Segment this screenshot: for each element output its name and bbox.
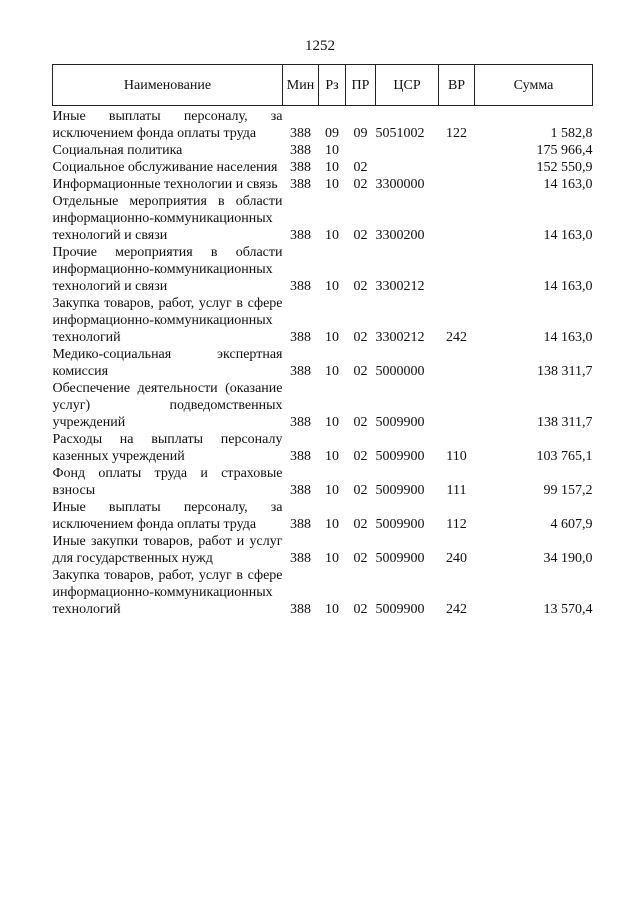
cell-min: 388 <box>290 126 311 141</box>
cell-name: Обеспечение деятельности (оказание услуг) подведомственных учреждений <box>52 381 283 430</box>
table-header-row <box>53 65 593 106</box>
cell-vr: 240 <box>446 551 467 566</box>
cell-sum: 99 157,2 <box>543 483 593 498</box>
cell-sum: 175 966,4 <box>536 143 593 158</box>
cell-vr: 112 <box>446 517 467 532</box>
table-row <box>53 499 593 533</box>
cell-pr: 02 <box>353 483 368 498</box>
cell-csr: 5051002 <box>375 126 425 141</box>
cell-min: 388 <box>290 551 311 566</box>
cell-pr: 02 <box>353 602 368 617</box>
cell-rz: 10 <box>325 228 339 243</box>
table-row <box>53 295 593 346</box>
cell-pr: 02 <box>353 517 368 532</box>
header-name: Наименование <box>53 65 283 106</box>
cell-vr <box>439 142 475 159</box>
table-row <box>53 176 593 193</box>
cell-name: Фонд оплаты труда и страховые взносы <box>52 466 283 498</box>
cell-min: 388 <box>290 228 311 243</box>
cell-rz: 10 <box>325 330 339 345</box>
header-pr: ПР <box>346 65 376 106</box>
cell-sum: 34 190,0 <box>543 551 593 566</box>
cell-rz: 10 <box>325 483 339 498</box>
cell-rz: 10 <box>325 449 339 464</box>
cell-sum: 138 311,7 <box>537 364 593 379</box>
cell-vr <box>439 380 475 431</box>
cell-name: Иные выплаты персоналу, за исключением фонда оплаты труда <box>52 500 283 532</box>
cell-vr: 242 <box>446 330 467 345</box>
cell-sum: 14 163,0 <box>543 279 593 294</box>
table-row <box>53 244 593 295</box>
header-csr: ЦСР <box>376 65 439 106</box>
header-min: Мин <box>283 65 319 106</box>
table-row <box>53 533 593 567</box>
cell-name: Иные выплаты персоналу, за исключением фонда оплаты труда <box>52 109 283 141</box>
cell-rz: 10 <box>325 551 339 566</box>
cell-sum: 103 765,1 <box>536 449 593 464</box>
cell-vr: 242 <box>446 602 467 617</box>
cell-sum: 14 163,0 <box>543 228 593 243</box>
cell-sum: 13 570,4 <box>543 602 593 617</box>
cell-pr: 02 <box>353 160 368 175</box>
cell-min: 388 <box>290 279 311 294</box>
cell-csr: 5009900 <box>375 602 425 617</box>
cell-name: Расходы на выплаты персоналу казенных учреждений <box>52 432 283 464</box>
table-row <box>53 465 593 499</box>
cell-csr: 5009900 <box>375 551 425 566</box>
cell-name: Социальная политика <box>52 143 183 158</box>
cell-vr <box>439 346 475 380</box>
cell-rz: 10 <box>325 415 339 430</box>
cell-rz: 09 <box>325 126 339 141</box>
cell-pr: 02 <box>353 364 368 379</box>
cell-vr: 111 <box>446 483 467 498</box>
cell-min: 388 <box>290 483 311 498</box>
cell-csr: 3300000 <box>375 177 425 192</box>
cell-sum: 14 163,0 <box>543 177 593 192</box>
cell-rz: 10 <box>325 602 339 617</box>
cell-vr <box>439 176 475 193</box>
cell-pr: 02 <box>353 551 368 566</box>
cell-min: 388 <box>290 449 311 464</box>
cell-vr: 122 <box>446 126 467 141</box>
cell-min: 388 <box>290 517 311 532</box>
cell-rz: 10 <box>325 279 339 294</box>
cell-pr: 02 <box>353 228 368 243</box>
cell-csr: 5009900 <box>375 415 425 430</box>
cell-csr <box>376 159 439 176</box>
page-number: 1252 <box>305 38 335 54</box>
cell-sum: 4 607,9 <box>550 517 593 532</box>
header-vr: ВР <box>439 65 475 106</box>
cell-name: Прочие мероприятия в области информационно-коммуникационных технологий и связи <box>52 245 283 294</box>
header-rz: Рз <box>319 65 346 106</box>
cell-name: Закупка товаров, работ, услуг в сфере информационно-коммуникационных технологий <box>52 568 283 617</box>
cell-vr <box>439 159 475 176</box>
cell-min: 388 <box>290 160 311 175</box>
table-row <box>53 346 593 380</box>
cell-csr: 5000000 <box>375 364 425 379</box>
cell-csr: 5009900 <box>375 449 425 464</box>
cell-min: 388 <box>290 330 311 345</box>
table-row <box>53 142 593 159</box>
cell-name: Закупка товаров, работ, услуг в сфере информационно-коммуникационных технологий <box>52 296 283 345</box>
cell-min: 388 <box>290 415 311 430</box>
table-row <box>53 159 593 176</box>
cell-sum: 138 311,7 <box>537 415 593 430</box>
cell-csr: 3300212 <box>375 279 425 294</box>
cell-min: 388 <box>290 602 311 617</box>
cell-vr <box>439 193 475 244</box>
cell-vr <box>439 244 475 295</box>
cell-pr: 02 <box>353 330 368 345</box>
cell-pr: 02 <box>353 449 368 464</box>
cell-sum: 14 163,0 <box>543 330 593 345</box>
cell-rz: 10 <box>325 177 339 192</box>
cell-pr: 02 <box>353 415 368 430</box>
cell-pr: 02 <box>353 177 368 192</box>
table-row <box>53 380 593 431</box>
cell-rz: 10 <box>325 143 339 158</box>
cell-csr: 3300212 <box>375 330 425 345</box>
cell-pr <box>346 142 376 159</box>
cell-pr: 09 <box>353 126 368 141</box>
cell-csr <box>376 142 439 159</box>
table-row <box>53 106 593 143</box>
header-sum: Сумма <box>475 65 593 106</box>
cell-csr: 5009900 <box>375 517 425 532</box>
cell-name: Медико-социальная экспертная комиссия <box>52 347 283 379</box>
cell-sum: 152 550,9 <box>536 160 593 175</box>
cell-name: Отдельные мероприятия в области информационно-коммуникационных технологий и связи <box>52 194 283 243</box>
cell-vr: 110 <box>446 449 467 464</box>
table-row <box>53 567 593 618</box>
cell-name: Иные закупки товаров, работ и услуг для государственных нужд <box>52 534 283 566</box>
cell-name: Социальное обслуживание населения <box>52 160 278 175</box>
cell-min: 388 <box>290 143 311 158</box>
cell-csr: 5009900 <box>375 483 425 498</box>
budget-table <box>52 64 593 618</box>
cell-min: 388 <box>290 177 311 192</box>
cell-name: Информационные технологии и связь <box>52 177 278 192</box>
cell-rz: 10 <box>325 364 339 379</box>
cell-csr: 3300200 <box>375 228 425 243</box>
cell-rz: 10 <box>325 517 339 532</box>
cell-rz: 10 <box>325 160 339 175</box>
cell-sum: 1 582,8 <box>550 126 593 141</box>
table-row <box>53 193 593 244</box>
table-row <box>53 431 593 465</box>
cell-pr: 02 <box>353 279 368 294</box>
cell-min: 388 <box>290 364 311 379</box>
